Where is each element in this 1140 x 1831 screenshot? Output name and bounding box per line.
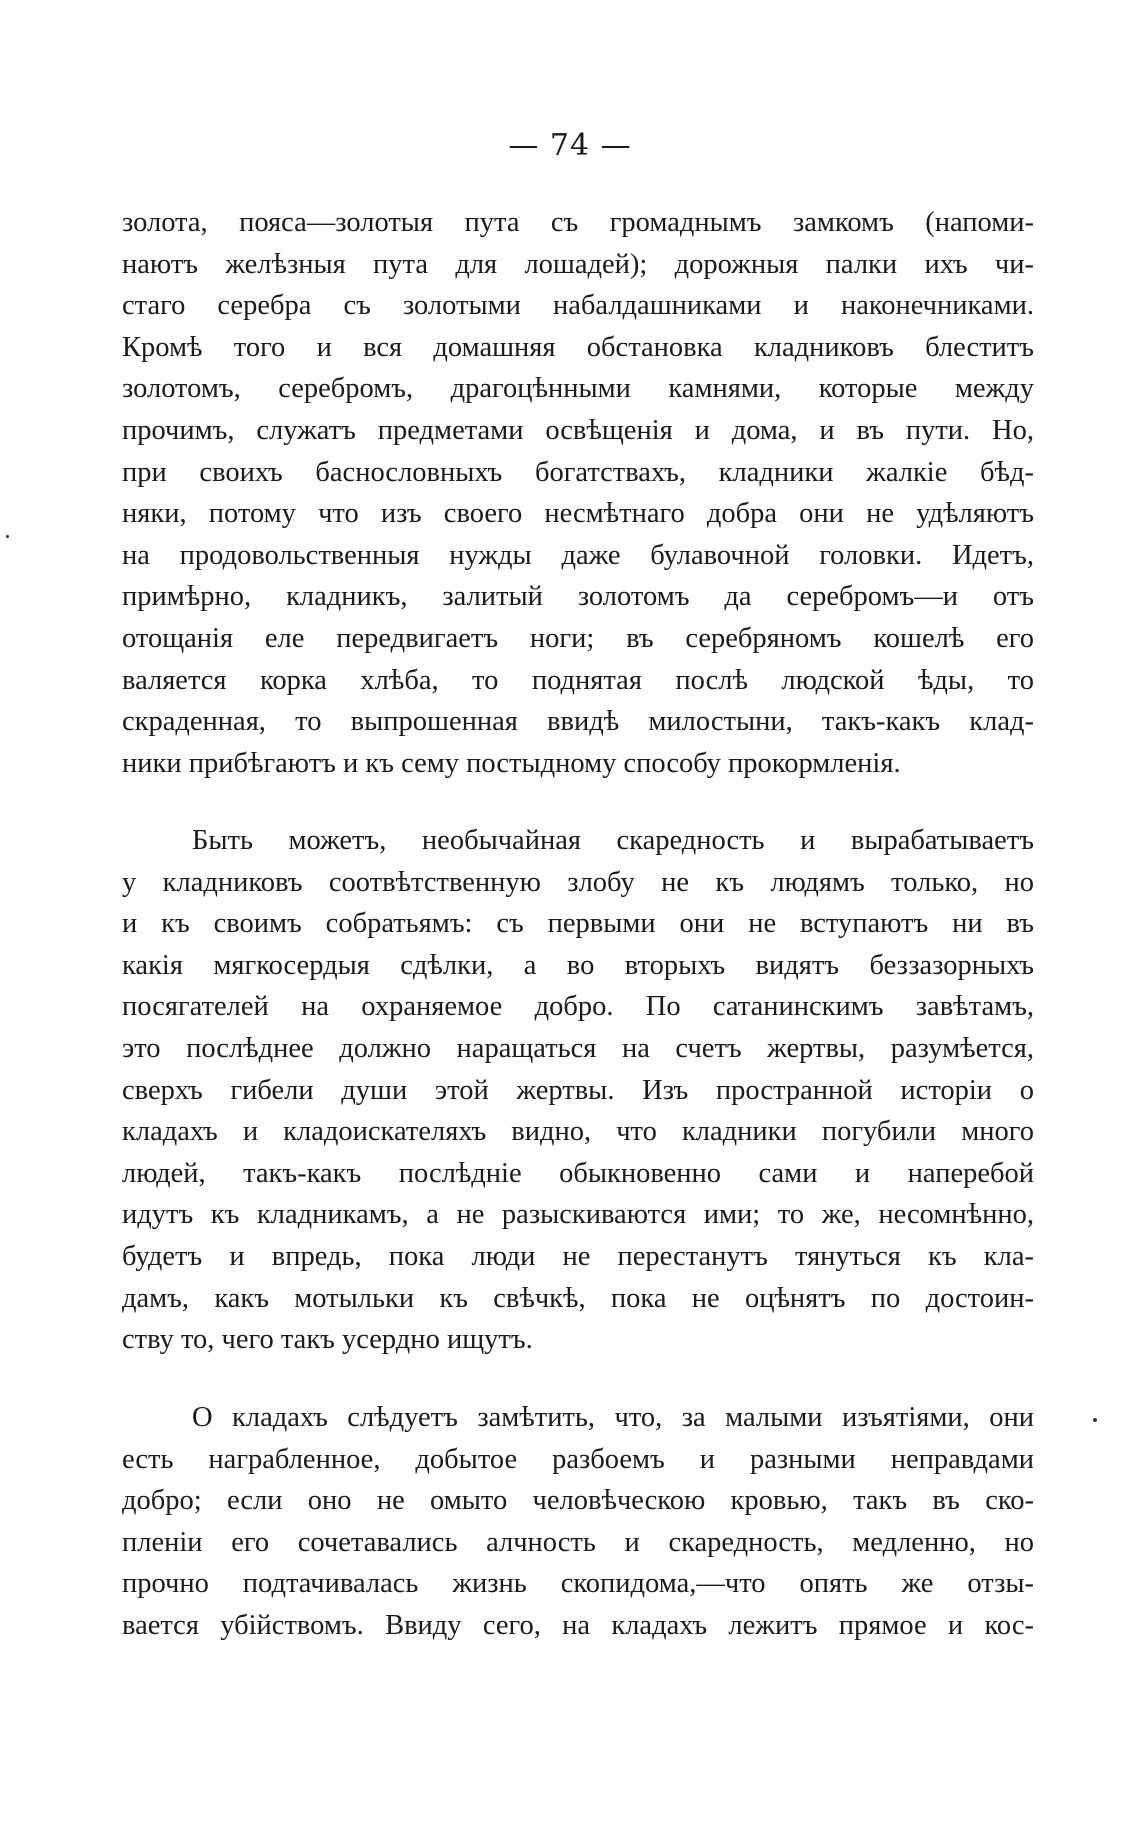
text-line: вается убійствомъ. Ввиду сего, на кладахъ лежитъ прямое и кос- <box>122 1609 1034 1641</box>
ink-speck-mark <box>1093 1418 1097 1422</box>
paragraph-1 <box>122 202 1034 784</box>
paragraph-2 <box>122 820 1034 1361</box>
text-line: прочимъ, служатъ предметами освѣщенія и дома, и въ пути. Но, <box>122 414 1034 446</box>
text-line: Кромѣ того и вся домашняя обстановка кладниковъ блеститъ <box>122 331 1034 363</box>
text-line: Быть можетъ, необычайная скаредность и вырабатываетъ <box>192 825 1034 856</box>
text-line: сверхъ гибели души этой жертвы. Изъ пространной исторіи о <box>122 1074 1034 1106</box>
page-number: — 74 — <box>508 128 632 163</box>
text-line: пленіи его сочетавались алчность и скаредность, медленно, но <box>122 1526 1034 1558</box>
text-line: наютъ желѣзныя пута для лошадей); дорожныя палки ихъ чи- <box>122 248 1034 280</box>
text-line: кладахъ и кладоискателяхъ видно, что кладники погубили много <box>122 1116 1034 1148</box>
text-line: это послѣднее должно наращаться на счетъ жертвы, разумѣется, <box>122 1032 1034 1064</box>
text-line: будетъ и впредь, пока люди не перестанутъ тянуться къ кла- <box>122 1240 1034 1272</box>
text-line: есть награбленное, добытое разбоемъ и разными неправдами <box>122 1443 1034 1475</box>
text-line: идутъ къ кладникамъ, а не разыскиваются ими; то же, несомнѣнно, <box>122 1199 1034 1231</box>
text-line: какія мягкосердыя сдѣлки, а во вторыхъ видятъ беззазорныхъ <box>122 949 1034 981</box>
text-line: няки, потому что изъ своего несмѣтнаго добра они не удѣляютъ <box>122 498 1034 530</box>
text-line: валяется корка хлѣба, то поднятая послѣ людской ѣды, то <box>122 664 1034 696</box>
text-line: на продовольственныя нужды даже булавочной головки. Идетъ, <box>122 539 1034 571</box>
text-line: отощанія еле передвигаетъ ноги; въ серебряномъ кошелѣ его <box>122 622 1034 654</box>
text-line: ству то, чего такъ усердно ищутъ. <box>122 1324 533 1356</box>
text-line: золотомъ, серебромъ, драгоцѣнными камнями, которые между <box>122 373 1034 405</box>
text-line: стаго серебра съ золотыми набалдашниками и наконечниками. <box>122 290 1034 322</box>
text-line: при своихъ баснословныхъ богатствахъ, кладники жалкіе бѣд- <box>122 456 1034 488</box>
paragraph-3 <box>122 1397 1034 1647</box>
text-line: добро; если оно не омыто человѣческою кровью, такъ въ ско- <box>122 1485 1034 1517</box>
text-line: посягателей на охраняемое добро. По сатанинскимъ завѣтамъ, <box>122 991 1034 1023</box>
text-line: людей, такъ-какъ послѣдніе обыкновенно сами и наперебой <box>122 1157 1034 1189</box>
text-line: примѣрно, кладникъ, залитый золотомъ да серебромъ—и отъ <box>122 581 1034 613</box>
ink-speck-mark <box>6 535 9 538</box>
text-line: у кладниковъ соотвѣтственную злобу не къ людямъ только, но <box>122 866 1034 898</box>
text-line: дамъ, какъ мотыльки къ свѣчкѣ, пока не оцѣнятъ по достоин- <box>122 1282 1034 1314</box>
text-line: прочно подтачивалась жизнь скопидома,—что опять же отзы- <box>122 1568 1034 1600</box>
text-line: скраденная, то выпрошенная ввидѣ милостыни, такъ-какъ клад- <box>122 706 1034 738</box>
text-line: и къ своимъ собратьямъ: съ первыми они не вступаютъ ни въ <box>122 908 1034 940</box>
text-line: золота, пояса—золотыя пута съ громаднымъ замкомъ (напоми- <box>122 207 1034 238</box>
text-line: О кладахъ слѣдуетъ замѣтить, что, за малыми изъятіями, они <box>192 1402 1034 1433</box>
text-line: ники прибѣгаютъ и къ сему постыдному способу прокормленія. <box>122 747 901 779</box>
